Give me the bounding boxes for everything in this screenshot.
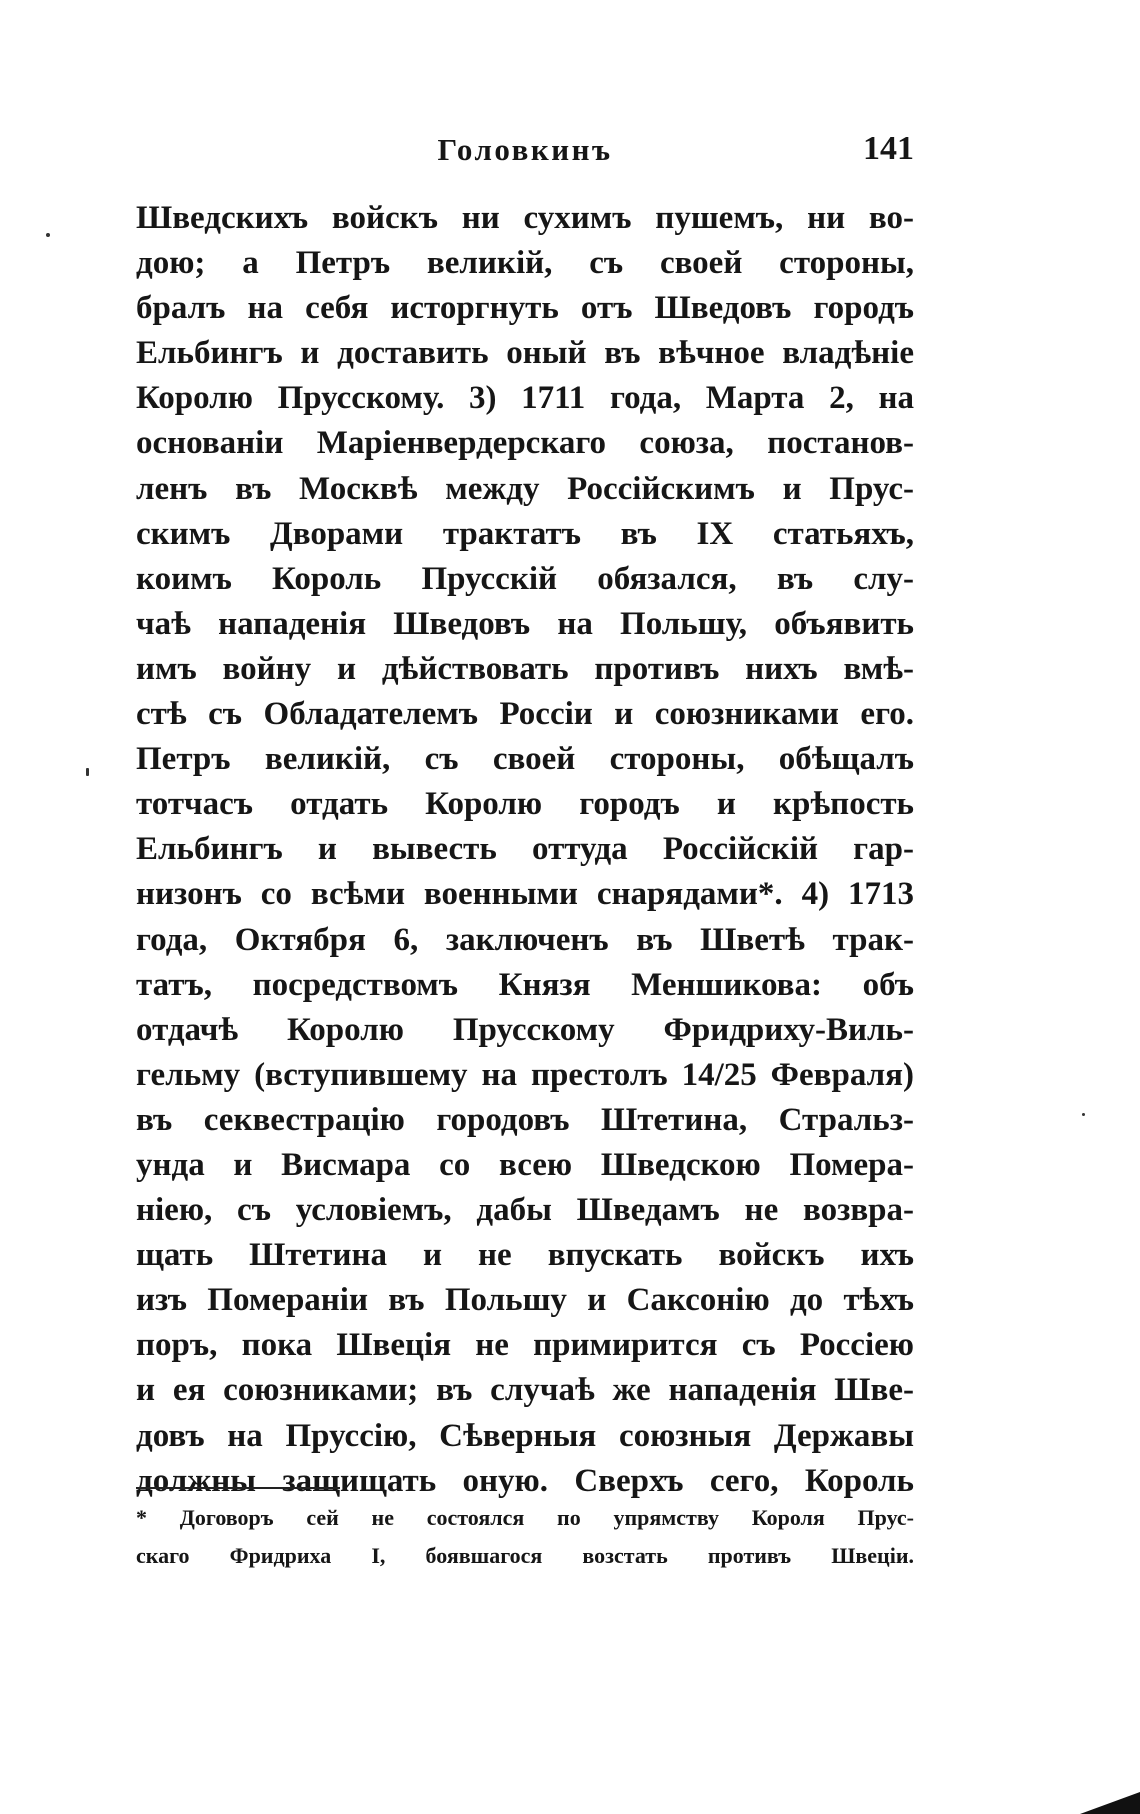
scan-speck bbox=[1082, 1113, 1085, 1116]
scan-speck bbox=[46, 233, 50, 237]
text-line: Шведскихъ войскъ ни сухимъ пушемъ, ни во- bbox=[136, 200, 914, 236]
text-line: основаніи Маріенвердерскаго союза, постанов- bbox=[136, 425, 914, 462]
text-line: чаѣ нападенія Шведовъ на Польшу, объявить bbox=[136, 605, 914, 642]
text-line: года, Октября 6, заключенъ въ Шветѣ трак- bbox=[136, 921, 914, 958]
text-line: Ельбингъ и доставить оный въ вѣчное владѣніе bbox=[136, 335, 914, 372]
footnote-divider bbox=[136, 1487, 340, 1489]
text-line: коимъ Король Прусскій обязался, въ слу- bbox=[136, 560, 914, 597]
footnote-line: скаго Фридриха I, боявшагося возстать противъ Швеціи. bbox=[136, 1543, 914, 1568]
text-line: имъ войну и дѣйствовать противъ нихъ вмѣ- bbox=[136, 650, 914, 687]
text-line: гельму (вступившему на престолъ 14/25 Февраля) bbox=[136, 1056, 914, 1093]
text-line: стѣ съ Обладателемъ Россіи и союзниками его. bbox=[136, 696, 914, 733]
text-line: низонъ со всѣми военными снарядами*. 4) 1713 bbox=[136, 876, 914, 913]
text-line: изъ Помераніи въ Польшу и Саксонію до тѣхъ bbox=[136, 1282, 914, 1319]
text-line: Королю Прусскому. 3) 1711 года, Марта 2, на bbox=[136, 380, 914, 417]
text-line: бралъ на себя исторгнуть отъ Шведовъ городъ bbox=[136, 290, 914, 327]
footnote-line: * Договоръ сей не состоялся по упрямству Короля Прус- bbox=[136, 1505, 914, 1530]
page-number: 141 bbox=[863, 130, 914, 167]
body-text bbox=[136, 196, 914, 1504]
text-line: и ея союзниками; въ случаѣ же нападенія Шве- bbox=[136, 1372, 914, 1409]
text-line: поръ, пока Швеція не примирится съ Россіею bbox=[136, 1327, 914, 1364]
scan-corner-mark bbox=[1080, 1792, 1140, 1814]
text-line: дою; а Петръ великій, съ своей стороны, bbox=[136, 245, 914, 282]
text-line: щать Штетина и не впускать войскъ ихъ bbox=[136, 1237, 914, 1274]
scan-speck bbox=[86, 768, 89, 776]
running-head bbox=[136, 132, 914, 182]
running-title: Головкинъ bbox=[437, 132, 613, 167]
text-line: Петръ великій, съ своей стороны, обѣщалъ bbox=[136, 741, 914, 778]
footnote bbox=[136, 1499, 914, 1575]
text-line: въ секвестрацію городовъ Штетина, Стральз- bbox=[136, 1101, 914, 1138]
text-line: Ельбингъ и вывесть оттуда Россійскій гар- bbox=[136, 831, 914, 868]
text-line: довъ на Пруссію, Сѣверныя союзныя Державы bbox=[136, 1417, 914, 1454]
text-line: ленъ въ Москвѣ между Россійскимъ и Прус- bbox=[136, 470, 914, 507]
text-line: скимъ Дворами трактатъ въ IX статьяхъ, bbox=[136, 515, 914, 552]
text-line: татъ, посредствомъ Князя Меншикова: объ bbox=[136, 966, 914, 1003]
text-line: тотчасъ отдать Королю городъ и крѣпость bbox=[136, 786, 914, 823]
text-line: должны защищать оную. Сверхъ сего, Король bbox=[136, 1462, 914, 1499]
text-line: ніею, съ условіемъ, дабы Шведамъ не возвра- bbox=[136, 1192, 914, 1229]
text-line: унда и Висмара со всею Шведскою Помера- bbox=[136, 1146, 914, 1183]
text-line: отдачѣ Королю Прусскому Фридриху-Виль- bbox=[136, 1011, 914, 1048]
